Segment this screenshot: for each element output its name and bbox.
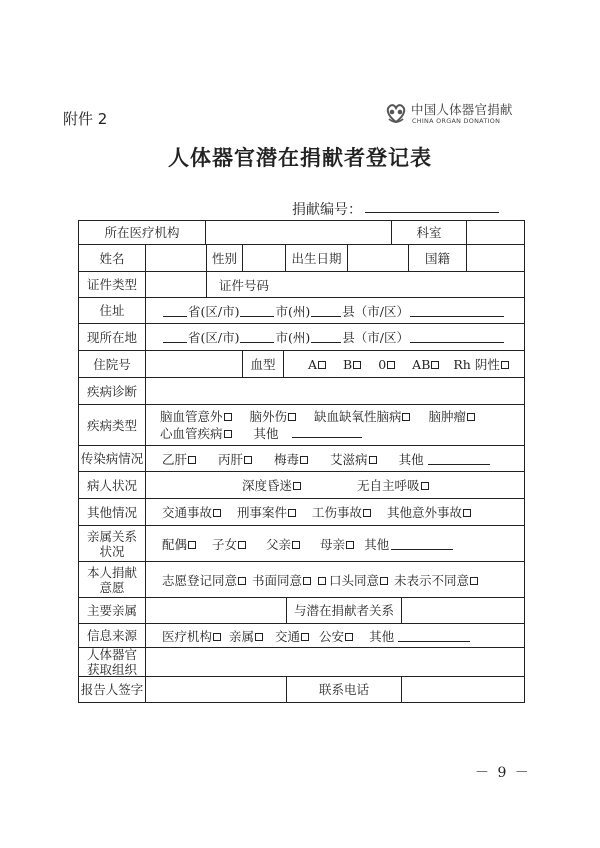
donation-number-label: 捐献编号：: [292, 202, 362, 218]
location-province: 省(区/市): [188, 330, 240, 345]
relative-other-field[interactable]: [391, 538, 453, 550]
checkbox-icon: [255, 633, 263, 641]
relative-other-label: 其他: [364, 536, 390, 552]
checkbox-icon: [224, 430, 232, 438]
checkbox-icon: [387, 361, 395, 369]
info-source-options: [145, 623, 525, 648]
location-county: 县（市/区）: [342, 330, 409, 345]
disease-option-brain-trauma[interactable]: 脑外伤: [249, 409, 296, 424]
label-relation-to-donor: 与潜在捐献者关系: [286, 597, 402, 624]
source-other-label: 其他: [369, 628, 395, 644]
current-location-field[interactable]: [145, 323, 525, 351]
location-city: 市(州): [275, 330, 311, 345]
donation-number-field[interactable]: [365, 212, 499, 213]
disease-option-brain-tumor[interactable]: 脑肿瘤: [428, 409, 475, 424]
relatives-options: [145, 525, 525, 562]
label-patient-status: 病人状况: [78, 471, 146, 499]
donation-wish-options: [145, 561, 525, 598]
wish-option-written[interactable]: 书面同意: [252, 571, 311, 589]
reporter-signature-field[interactable]: [145, 676, 287, 703]
blood-option-ab[interactable]: AB: [412, 357, 439, 372]
blood-option-a[interactable]: A: [308, 357, 326, 372]
disease-other-label: 其他: [253, 426, 279, 441]
relative-option-mother[interactable]: 母亲: [320, 535, 354, 553]
infectious-options: [145, 445, 525, 472]
status-option-no-breathing[interactable]: 无自主呼吸: [357, 476, 429, 494]
infectious-option-hepatitis-b[interactable]: 乙肝: [162, 450, 196, 468]
checkbox-icon: [292, 541, 300, 549]
name-field[interactable]: [145, 244, 207, 272]
infectious-option-syphilis[interactable]: 梅毒: [274, 450, 308, 468]
infectious-option-hepatitis-c[interactable]: 丙肝: [218, 450, 252, 468]
label-birth-date: 出生日期: [285, 244, 348, 272]
address-field[interactable]: [145, 297, 525, 324]
form-title: 人体器官潜在捐献者登记表: [168, 145, 432, 170]
checkbox-icon: [369, 456, 377, 464]
checkbox-icon: [213, 509, 221, 517]
source-option-medical[interactable]: 医疗机构: [162, 627, 221, 645]
logo-text-en: CHINA ORGAN DONATION: [412, 117, 501, 125]
checkbox-icon: [213, 633, 221, 641]
checkbox-icon: [345, 633, 353, 641]
disease-other-field[interactable]: [292, 426, 362, 438]
other-option-criminal[interactable]: 刑事案件: [237, 503, 296, 521]
infectious-other-label: 其他: [398, 451, 424, 467]
label-id-number: 证件号码: [219, 277, 270, 293]
blood-type-options: [283, 350, 525, 378]
attachment-label: 附件 2: [63, 110, 108, 128]
checkbox-icon: [421, 482, 429, 490]
label-gender: 性别: [206, 244, 243, 272]
label-procurement-org: 人体器官 获取组织: [78, 647, 146, 677]
checkbox-icon: [300, 456, 308, 464]
label-donation-wish: 本人捐献 意愿: [78, 561, 146, 598]
checkbox-icon: [244, 456, 252, 464]
infectious-other-field[interactable]: [428, 453, 490, 465]
main-relative-field[interactable]: [145, 597, 287, 624]
checkbox-icon: [188, 541, 196, 549]
china-organ-donation-logo: [383, 100, 523, 130]
disease-type-options: [145, 404, 525, 446]
relation-to-donor-field[interactable]: [401, 597, 525, 624]
source-option-relative[interactable]: 亲属: [229, 627, 263, 645]
checkbox-icon: [353, 361, 361, 369]
source-other-field[interactable]: [398, 630, 470, 642]
checkbox-icon: [318, 577, 326, 585]
infectious-option-aids[interactable]: 艾滋病: [330, 450, 377, 468]
nationality-field[interactable]: [466, 244, 525, 272]
patient-status-options: [145, 471, 525, 499]
relative-option-father[interactable]: 父亲: [266, 535, 300, 553]
contact-phone-field[interactable]: [401, 676, 525, 703]
label-reporter-signature: 报告人签字: [78, 676, 146, 703]
label-nationality: 国籍: [408, 244, 467, 272]
checkbox-icon: [431, 361, 439, 369]
checkbox-icon: [301, 633, 309, 641]
birth-date-field[interactable]: [347, 244, 409, 272]
other-status-options: [145, 498, 525, 526]
label-current-location: 现所在地: [78, 323, 146, 351]
address-province: 省(区/市): [188, 303, 240, 319]
label-blood-type: 血型: [242, 350, 284, 378]
checkbox-icon: [188, 456, 196, 464]
checkbox-icon: [238, 541, 246, 549]
checkbox-icon: [470, 577, 478, 585]
disease-option-hypoxic[interactable]: 缺血缺氧性脑病: [314, 409, 411, 424]
label-name: 姓名: [78, 244, 146, 272]
heart-hands-icon: [383, 100, 409, 126]
inpatient-no-field[interactable]: [145, 350, 243, 378]
label-id-type: 证件类型: [78, 271, 146, 298]
checkbox-icon: [303, 577, 311, 585]
checkbox-icon: [501, 361, 509, 369]
wish-option-not-objected[interactable]: 未表示不同意: [394, 571, 478, 589]
checkbox-icon: [363, 509, 371, 517]
checkbox-icon: [402, 413, 410, 421]
gender-field[interactable]: [242, 244, 286, 272]
label-inpatient-no: 住院号: [78, 350, 146, 378]
checkbox-icon: [288, 509, 296, 517]
address-county: 县（市/区）: [342, 303, 409, 319]
checkbox-icon: [224, 413, 232, 421]
checkbox-icon: [380, 577, 388, 585]
label-main-relative: 主要亲属: [78, 597, 146, 624]
checkbox-icon: [318, 361, 326, 369]
checkbox-icon: [346, 541, 354, 549]
id-type-field[interactable]: [145, 271, 207, 298]
logo-text-cn: 中国人体器官捐献: [411, 102, 513, 117]
label-contact-phone: 联系电话: [286, 676, 402, 703]
label-diagnosis: 疾病诊断: [78, 377, 146, 405]
source-option-traffic[interactable]: 交通: [275, 627, 309, 645]
disease-option-cerebrovascular[interactable]: 脑血管意外: [160, 409, 232, 424]
blood-option-rh-negative[interactable]: Rh 阴性: [453, 355, 508, 373]
checkbox-icon: [288, 413, 296, 421]
blood-option-o[interactable]: 0: [378, 357, 395, 372]
relative-option-children[interactable]: 子女: [212, 535, 246, 553]
procurement-org-field[interactable]: [145, 647, 525, 677]
disease-option-cardiovascular[interactable]: 心血管疾病: [160, 426, 232, 441]
status-option-deep-coma[interactable]: 深度昏迷: [242, 476, 301, 494]
checkbox-icon: [293, 482, 301, 490]
label-disease-type: 疾病类型: [78, 404, 146, 446]
blood-option-b[interactable]: B: [343, 357, 361, 372]
label-other-status: 其他情况: [78, 498, 146, 526]
address-city: 市(州): [275, 303, 311, 319]
checkbox-icon: [463, 509, 471, 517]
page-number: － 9 －: [475, 765, 531, 781]
label-address: 住址: [78, 297, 146, 324]
label-info-source: 信息来源: [78, 623, 146, 648]
relative-option-spouse[interactable]: 配偶: [162, 535, 196, 553]
label-department: 科室: [391, 220, 467, 245]
checkbox-icon: [467, 413, 475, 421]
wish-option-registered[interactable]: 志愿登记同意: [162, 571, 246, 589]
other-option-traffic[interactable]: 交通事故: [162, 503, 221, 521]
registration-table: [78, 220, 525, 703]
label-infectious: 传染病情况: [78, 445, 146, 472]
wish-option-verbal[interactable]: 口头同意: [317, 571, 388, 589]
other-option-work-injury[interactable]: 工伤事故: [312, 503, 371, 521]
department-field[interactable]: [466, 220, 525, 245]
source-option-police[interactable]: 公安: [319, 627, 353, 645]
label-institution: 所在医疗机构: [78, 220, 206, 245]
other-option-other-accident[interactable]: 其他意外事故: [387, 503, 471, 521]
checkbox-icon: [238, 577, 246, 585]
diagnosis-field[interactable]: [145, 377, 525, 405]
label-relatives: 亲属关系 状况: [78, 525, 146, 562]
